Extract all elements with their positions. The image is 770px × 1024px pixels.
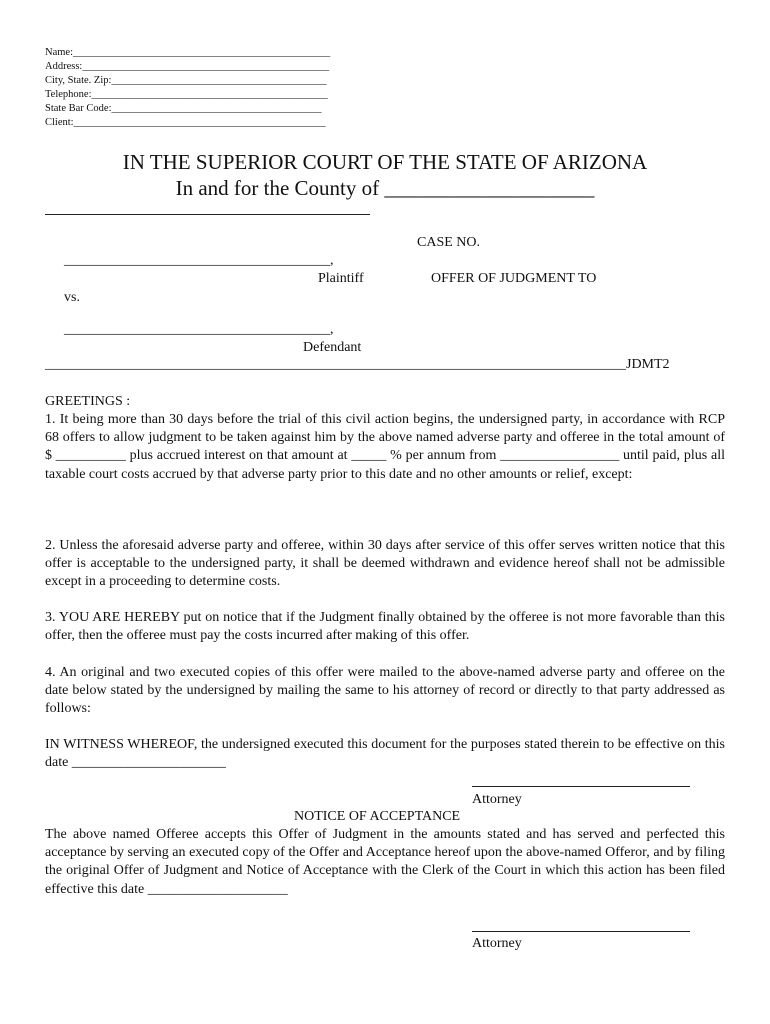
notice-text: The above named Offeree accepts this Offer of Judgment in the amounts stated and has served and perfected this acceptance by serving an executed copy of the Offer and Acceptance hereof upon the above-named Offeror, and by filing the original Offer of Judgment and Notice of Acceptance with the Clerk of the Court in which this action has been filed effective this date ____________________ [45, 827, 725, 897]
paragraph-3: 3. YOU ARE HEREBY put on notice that if the Judgment finally obtained by the offeree is not more favorable than this offer, then the offeree must pay the costs incurred after making of this offer. [45, 610, 725, 644]
defendant-blank[interactable]: ______________________________________, [64, 322, 334, 337]
versus-label: vs. [64, 290, 80, 305]
paragraph-4: 4. An original and two executed copies of this offer were mailed to the above-named adverse party and offeree on the date below stated by the undersigned by mailing the same to his attorney of record or directly to that party addressed as follows: [45, 665, 725, 717]
witness-clause: IN WITNESS WHEREOF, the undersigned executed this document for the purposes stated therein to be effective on this date ______________________ [45, 737, 725, 771]
caption-bottom-line: ___________________________________________________________________________________JDMT2 [45, 357, 670, 372]
caption-top-rule [45, 214, 370, 215]
name-field[interactable]: Name:_________________________________________________ [45, 47, 331, 58]
defendant-label: Defendant [303, 340, 362, 355]
signature-label-2: Attorney [472, 936, 522, 951]
city-state-zip-field[interactable]: City, State. Zip:_________________________________________ [45, 75, 327, 86]
paragraph-2: 2. Unless the aforesaid adverse party and offeree, within 30 days after service of this offer serves written notice that this offer is acceptable to the undersigned party, it shall be deemed withdrawn and evidence hereof shall not be admissible except in a proceeding to determine costs. [45, 538, 725, 590]
client-field[interactable]: Client:________________________________________________ [45, 117, 326, 128]
county-line[interactable]: In and for the County of ____________________ [175, 176, 595, 200]
case-number-label: CASE NO. [417, 235, 481, 250]
signature-label-1: Attorney [472, 792, 522, 807]
notice-heading: NOTICE OF ACCEPTANCE [294, 809, 461, 824]
address-field[interactable]: Address:_______________________________________________ [45, 61, 330, 72]
court-title: IN THE SUPERIOR COURT OF THE STATE OF ARIZONA [122, 150, 648, 174]
paragraph-1: 1. It being more than 30 days before the trial of this civil action begins, the undersigned party, in accordance with RCP 68 offers to allow judgment to be taken against him by the above named adverse party and offeree in the total amount of $ __________ plus accrued interest on that amount at _____ % per annum from _________________ until paid, plus all taxable court costs accrued by that adverse party prior to this date and no other amounts or relief, except: [45, 412, 725, 482]
state-bar-code-field[interactable]: State Bar Code:________________________________________ [45, 103, 322, 114]
document-title: OFFER OF JUDGMENT TO [431, 271, 597, 286]
plaintiff-label: Plaintiff [318, 271, 364, 286]
telephone-field[interactable]: Telephone:_____________________________________________ [45, 89, 328, 100]
signature-line-2[interactable] [472, 931, 690, 932]
plaintiff-blank[interactable]: ______________________________________, [64, 253, 334, 268]
greetings: GREETINGS : [45, 394, 131, 409]
signature-line-1[interactable] [472, 786, 690, 787]
